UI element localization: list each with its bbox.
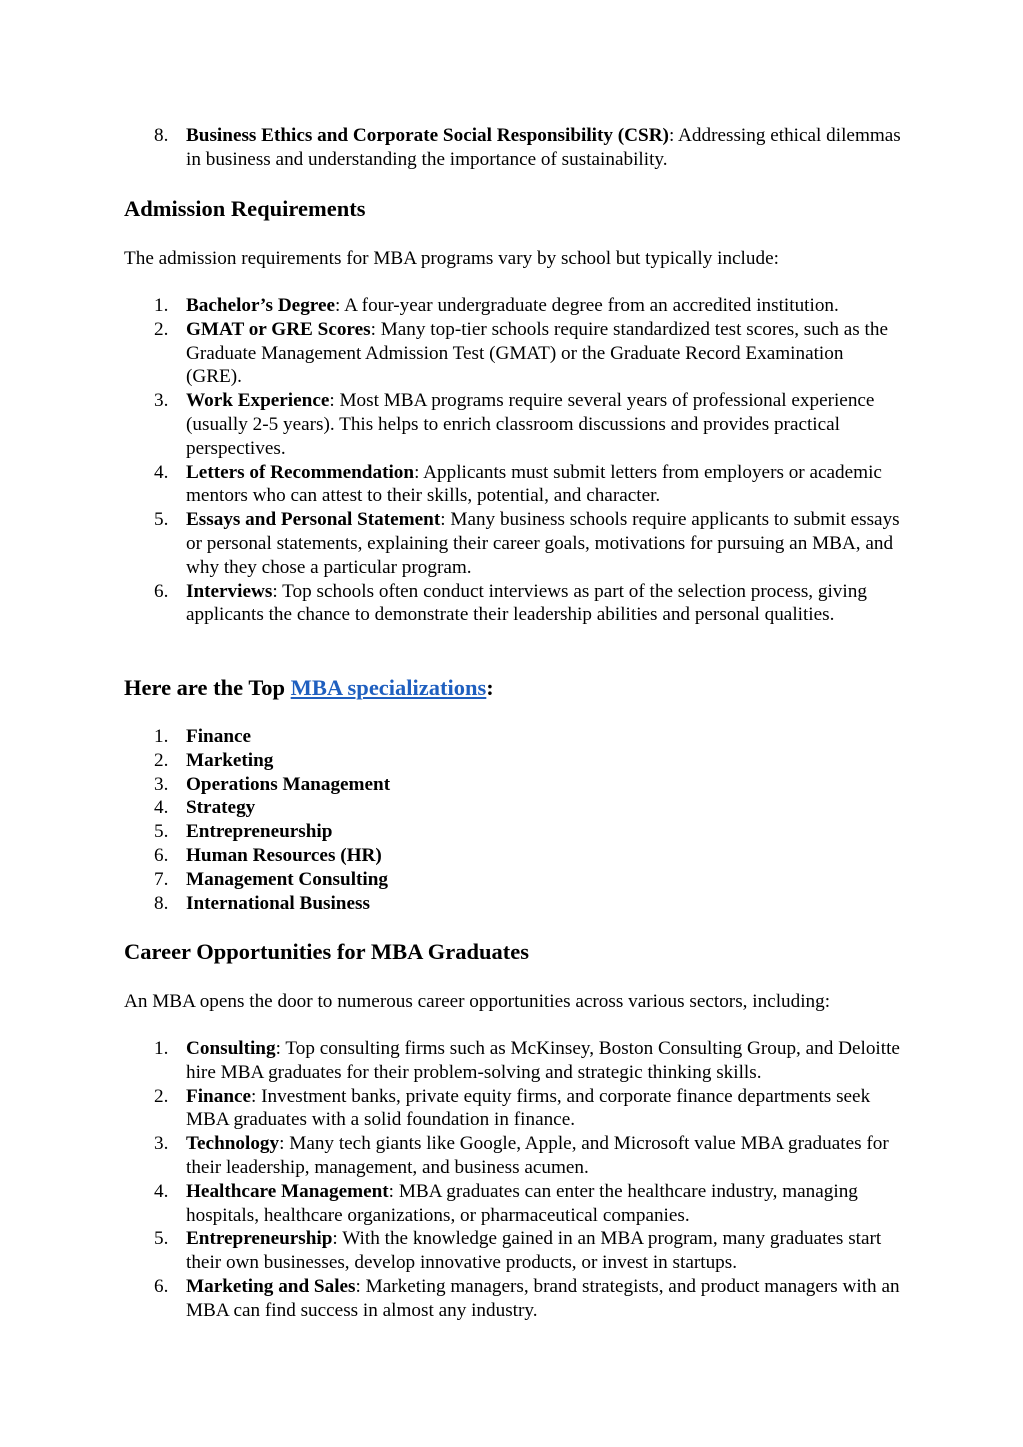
list-number: 8. [154, 892, 169, 914]
item-term: Entrepreneurship [186, 821, 333, 843]
list-item [124, 124, 904, 172]
admission-list [124, 294, 904, 627]
item-term: GMAT or GRE Scores [186, 318, 371, 340]
item-term: Finance [186, 726, 252, 747]
careers-list-block [124, 1037, 904, 1323]
list-number: 4. [154, 1180, 169, 1202]
heading-prefix: Here are the Top [124, 675, 291, 700]
item-term: Consulting [186, 1038, 276, 1059]
list-item [124, 294, 904, 318]
item-description: Marketing managers, brand strategists, and product managers with an MBA can find success in almost any industry. [186, 1275, 900, 1321]
item-term: Healthcare Management [186, 1180, 389, 1202]
list-number: 8. [154, 125, 169, 146]
list-item [124, 820, 904, 844]
list-item [124, 796, 904, 820]
item-separator: : [370, 318, 376, 340]
list-number: 1. [154, 295, 169, 316]
list-number: 6. [154, 844, 169, 866]
list-item [124, 1085, 904, 1133]
item-description: Many business schools require applicants to submit essays or personal statements, explaining their career goals, motivations for pursuing an MBA, and why they chose a particular program. [186, 509, 900, 578]
item-description: Investment banks, private equity firms, and corporate finance departments seek MBA graduates with a solid foundation in finance. [186, 1085, 871, 1131]
item-separator: : [388, 1180, 395, 1202]
list-number: 3. [154, 1133, 169, 1155]
careers-heading-block [124, 938, 904, 966]
item-description: Most MBA programs require several years of professional experience (usually 2-5 years). This helps to enrich classroom discussions and provides practical perspectives. [186, 390, 875, 459]
admission-intro: The admission requirements for MBA programs vary by school but typically include: [124, 248, 779, 269]
item-term: Entrepreneurship [186, 1228, 333, 1250]
item-description: Applicants must submit letters from employers or academic mentors who can attest to their skills, potential, and character. [186, 461, 882, 507]
list-number: 4. [154, 797, 169, 819]
list-item [124, 773, 904, 797]
careers-intro-block [124, 990, 904, 1014]
list-item [124, 844, 904, 868]
list-item [124, 892, 904, 916]
item-term: Human Resources (HR) [186, 844, 382, 866]
item-separator: : [251, 1085, 257, 1107]
item-description: A four-year undergraduate degree from an accredited institution. [340, 295, 839, 316]
admission-heading: Admission Requirements [124, 196, 366, 221]
curriculum-list-continued [124, 124, 904, 172]
admission-intro-block [124, 247, 904, 271]
curriculum-list [124, 124, 904, 172]
admission-heading-block [124, 195, 904, 223]
item-description: Addressing ethical dilemmas in business and understanding the importance of sustainability. [186, 125, 901, 170]
item-description: With the knowledge gained in an MBA program, many graduates start their own businesses, develop innovative products, or invest in startups. [186, 1228, 882, 1274]
list-item [124, 1132, 904, 1180]
specializations-list [124, 725, 904, 915]
careers-list [124, 1037, 904, 1323]
list-item [124, 461, 904, 509]
item-separator: : [668, 125, 675, 146]
list-number: 1. [154, 1038, 169, 1059]
list-number: 5. [154, 509, 169, 531]
item-separator: : [414, 461, 420, 483]
item-term: Strategy [186, 797, 256, 819]
list-item [124, 868, 904, 892]
item-separator: : [272, 580, 278, 602]
item-description: Many tech giants like Google, Apple, and Microsoft value MBA graduates for their leadership, management, and business acumen. [186, 1133, 889, 1178]
item-term: International Business [186, 892, 370, 914]
specializations-heading [124, 674, 904, 702]
list-item [124, 725, 904, 749]
item-term: Finance [186, 1085, 252, 1107]
list-item [124, 749, 904, 773]
list-number: 3. [154, 773, 169, 795]
admission-list-block [124, 294, 904, 627]
item-separator: : [279, 1133, 285, 1155]
item-term: Business Ethics and Corporate Social Responsibility (CSR) [186, 125, 669, 146]
item-term: Marketing [186, 749, 274, 771]
list-number: 6. [154, 1275, 169, 1297]
item-separator: : [275, 1038, 281, 1059]
list-item [124, 508, 904, 579]
item-description: MBA graduates can enter the healthcare industry, managing hospitals, healthcare organizations, or pharmaceutical companies. [186, 1180, 858, 1226]
item-term: Operations Management [186, 773, 391, 795]
list-item [124, 389, 904, 460]
item-term: Management Consulting [186, 868, 389, 890]
specializations-heading-block [124, 674, 904, 702]
item-separator: : [332, 1228, 338, 1250]
list-number: 3. [154, 390, 169, 412]
item-term: Letters of Recommendation [186, 461, 415, 483]
list-number: 2. [154, 1085, 169, 1107]
mba-specializations-link[interactable]: MBA specializations [290, 675, 487, 700]
list-item [124, 318, 904, 389]
item-description: Many top-tier schools require standardized test scores, such as the Graduate Management Admission Test (GMAT) or the Graduate Record Examination (GRE). [186, 318, 888, 388]
list-number: 6. [154, 580, 169, 602]
careers-heading: Career Opportunities for MBA Graduates [124, 939, 529, 964]
careers-intro: An MBA opens the door to numerous career opportunities across various sectors, including: [124, 991, 831, 1012]
item-description: Top consulting firms such as McKinsey, Boston Consulting Group, and Deloitte hire MBA graduates for their problem-solving and strategic thinking skills. [186, 1038, 900, 1083]
item-separator: : [335, 295, 341, 316]
item-term: Technology [186, 1133, 280, 1155]
specializations-list-block [124, 725, 904, 915]
item-term: Essays and Personal Statement [186, 509, 441, 531]
item-separator: : [355, 1275, 361, 1297]
list-number: 1. [154, 726, 169, 747]
list-item [124, 1275, 904, 1323]
list-number: 5. [154, 1228, 169, 1250]
item-term: Marketing and Sales [186, 1275, 356, 1297]
item-separator: : [440, 509, 446, 531]
heading-suffix: : [486, 675, 494, 700]
item-term: Bachelor’s Degree [186, 295, 335, 316]
item-separator: : [329, 390, 335, 412]
list-number: 2. [154, 749, 169, 771]
list-number: 5. [154, 821, 169, 843]
list-number: 4. [154, 461, 169, 483]
list-item [124, 1227, 904, 1275]
list-item [124, 1037, 904, 1085]
list-item [124, 580, 904, 628]
item-term: Work Experience [186, 390, 330, 412]
item-term: Interviews [186, 580, 273, 602]
list-number: 7. [154, 868, 169, 890]
list-number: 2. [154, 318, 169, 340]
list-item [124, 1180, 904, 1228]
item-description: Top schools often conduct interviews as part of the selection process, giving applicants the chance to demonstrate their leadership abilities and personal qualities. [186, 580, 867, 626]
